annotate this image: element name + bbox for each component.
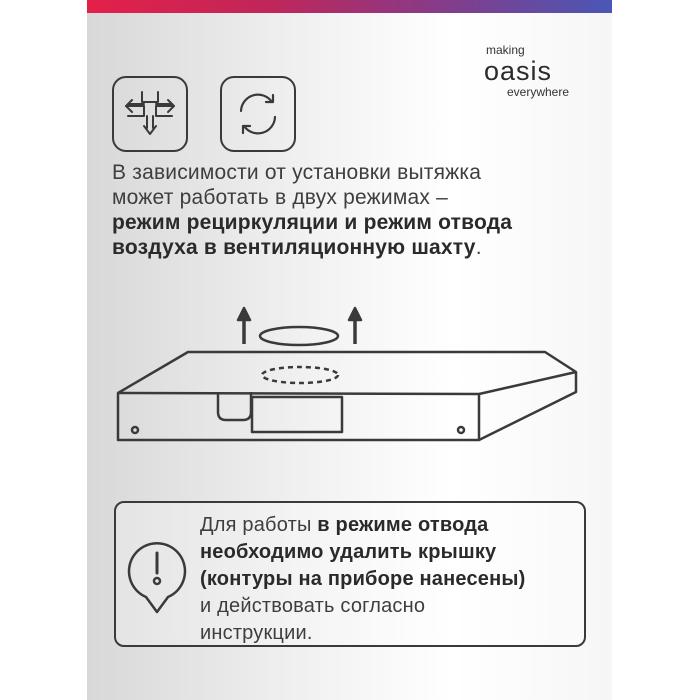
- description-bold-line: режим рециркуляции и режим отвода: [112, 211, 513, 234]
- logo-wordmark: oasis: [484, 56, 553, 86]
- logo-tagline-bottom: everywhere: [507, 85, 570, 99]
- note-bold: в режиме отвода: [317, 514, 489, 536]
- note-plain: инструкции.: [200, 622, 313, 644]
- note-plain: и действовать согласно: [200, 595, 426, 617]
- description-line: может работать в двух режимах –: [112, 186, 448, 209]
- note-bold: (контуры на приборе нанесены): [200, 568, 526, 590]
- note-bold: необходимо удалить крышку: [200, 541, 497, 563]
- description-line: В зависимости от установки вытяжка: [112, 161, 482, 184]
- description-period: .: [475, 236, 482, 259]
- note-plain: Для работы: [200, 514, 318, 536]
- warning-note-text: [200, 512, 590, 647]
- description-bold-line: воздуха в вентиляционную шахту: [112, 236, 476, 259]
- logo-tagline-top: making: [486, 43, 525, 57]
